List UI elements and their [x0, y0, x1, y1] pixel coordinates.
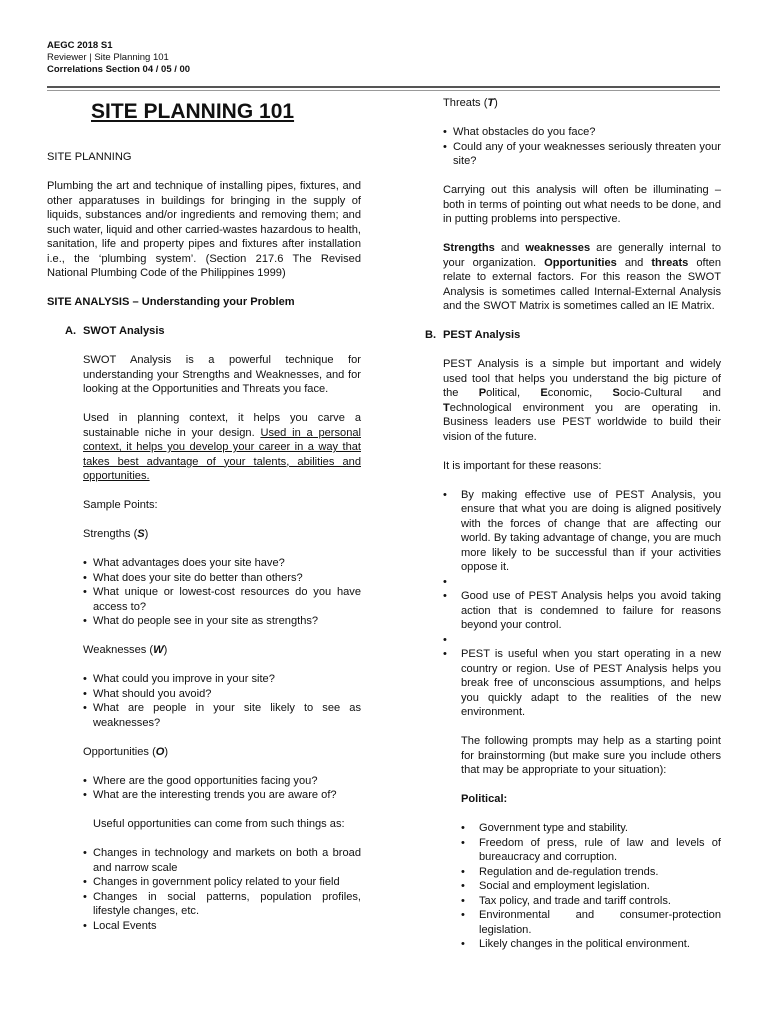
- planning-context-paragraph: [83, 411, 361, 484]
- list-item: • What should you avoid?: [83, 687, 361, 702]
- swot-heading: [65, 324, 361, 339]
- threats-heading: Threats (T): [443, 97, 498, 109]
- internal-external-paragraph: Strengths and weaknesses are generally internal to your organization. Opportunities and threats often relate to external factors. For this reason the SWOT Analysis is sometimes called Internal-External Analysis and the SWOT Matrix is sometimes called an IE Matrix.: [443, 242, 721, 312]
- swot-definition: SWOT Analysis is a powerful technique for understanding your Strengths and Weaknesses, and for looking at the Opportunities and Threats you face.: [83, 354, 361, 395]
- swot-title: SWOT Analysis: [83, 325, 165, 337]
- reasons-list: [443, 488, 721, 720]
- list-item: • Environmental and consumer-protection legislation.: [461, 908, 721, 937]
- strengths-list: [83, 556, 361, 629]
- plumbing-definition: Plumbing the art and technique of installing pipes, fixtures, and other apparatuses in buildings for bringing in the supply of liquids, substances and/or ingredients and removing them; and such water, liquid and other carried-wastes hazardous to health, sanitation, life and property pipes and fixtures after installation i.e., the ‘plumbing system’. (Section 217.6 The Revised National Plumbing Code of the Philippines 1999): [47, 180, 361, 279]
- pest-letter: B.: [425, 329, 437, 341]
- list-spacer: [443, 633, 721, 648]
- pest-heading: [425, 328, 721, 343]
- list-item: • Freedom of press, rule of law and levels of bureaucracy and corruption.: [461, 836, 721, 865]
- list-item: • Likely changes in the political environment.: [461, 937, 721, 952]
- swot-letter: A.: [65, 325, 77, 337]
- list-item: • What do people see in your site as strengths?: [83, 614, 361, 629]
- political-heading: Political:: [461, 793, 508, 805]
- list-item: • Social and employment legislation.: [461, 879, 721, 894]
- left-column: [47, 96, 361, 933]
- list-item: • Changes in technology and markets on both a broad and narrow scale: [83, 846, 361, 875]
- list-item: • Changes in social patterns, population profiles, lifestyle changes, etc.: [83, 890, 361, 919]
- pest-definition: PEST Analysis is a simple but important and widely used tool that helps you understand the big picture of the Political, Economic, Socio-Cultural and Technological environment you are operating in. Business leaders use PEST worldwide to build their vision of the future.: [443, 358, 721, 443]
- list-item: • What could you improve in your site?: [83, 672, 361, 687]
- threats-list: [443, 125, 721, 169]
- strengths-heading: Strengths (S): [83, 528, 149, 540]
- list-item: • PEST is useful when you start operating in a new country or region. Use of PEST Analysis helps you break free of unconscious assumptions, and helps you quickly adapt to the realities of the new environment.: [443, 647, 721, 720]
- weaknesses-heading: Weaknesses (W): [83, 644, 168, 656]
- header-rule-thin: [47, 90, 720, 91]
- useful-opportunities-label: Useful opportunities can come from such things as:: [93, 818, 345, 830]
- site-planning-heading: SITE PLANNING: [47, 151, 132, 163]
- reviewer-line: Reviewer | Site Planning 101: [47, 52, 169, 63]
- opportunities-list: [83, 774, 361, 803]
- personal-context-text: Used in a personal context, it helps you develop your career in a way that takes best advantage of your talents, abilities and opportunities.: [83, 426, 361, 482]
- weaknesses-list: [83, 672, 361, 730]
- pest-title: PEST Analysis: [443, 329, 521, 341]
- list-item: • By making effective use of PEST Analysis, you ensure that what you are doing is aligned positively with the forces of change that are affecting our world. By taking advantage of change, you are much more likely to be successful than if your activities oppose it.: [443, 488, 721, 575]
- list-item: • Regulation and de-regulation trends.: [461, 865, 721, 880]
- list-item: • What obstacles do you face?: [443, 125, 721, 140]
- list-item: • Local Events: [83, 919, 361, 934]
- swot-body: [83, 353, 361, 933]
- list-item: • Could any of your weaknesses seriously threaten your site?: [443, 140, 721, 169]
- list-item: • What advantages does your site have?: [83, 556, 361, 571]
- political-list: [461, 821, 721, 952]
- list-item: • Tax policy, and trade and tariff controls.: [461, 894, 721, 909]
- pest-body: [443, 357, 721, 952]
- planning-context-text: Used in planning context, it helps you carve a sustainable niche in your design.: [83, 412, 361, 439]
- list-item: • Changes in government policy related to your field: [83, 875, 361, 890]
- list-item: • What does your site do better than others?: [83, 571, 361, 586]
- correlations-line: Correlations Section 04 / 05 / 00: [47, 64, 191, 75]
- course-code: AEGC 2018 S1: [47, 40, 113, 51]
- sample-points-label: Sample Points:: [83, 499, 158, 511]
- site-analysis-heading: SITE ANALYSIS – Understanding your Problem: [47, 296, 295, 308]
- list-item: • Government type and stability.: [461, 821, 721, 836]
- list-item: • What unique or lowest-cost resources do you have access to?: [83, 585, 361, 614]
- important-reasons-label: It is important for these reasons:: [443, 459, 602, 472]
- prompts-paragraph: The following prompts may help as a starting point for brainstorming (but make sure you include others that may be appropriate to your situation):: [461, 735, 721, 776]
- list-item: • What are people in your site likely to see as weaknesses?: [83, 701, 361, 730]
- list-spacer: [443, 575, 721, 590]
- right-column: [425, 96, 721, 952]
- carrying-out-paragraph: Carrying out this analysis will often be illuminating – both in terms of pointing out what needs to be done, and in putting problems into perspective.: [443, 184, 721, 225]
- list-item: • Where are the good opportunities facing you?: [83, 774, 361, 789]
- list-item: • Good use of PEST Analysis helps you avoid taking action that is condemned to failure for reasons beyond your control.: [443, 589, 721, 633]
- opportunities-heading: Opportunities (O): [83, 745, 169, 758]
- page-title: SITE PLANNING 101: [91, 100, 295, 123]
- useful-opportunities-list: [83, 846, 361, 933]
- list-item: • What are the interesting trends you are aware of?: [83, 788, 361, 803]
- header-rule-thick: [47, 86, 720, 88]
- document-header: [47, 40, 190, 76]
